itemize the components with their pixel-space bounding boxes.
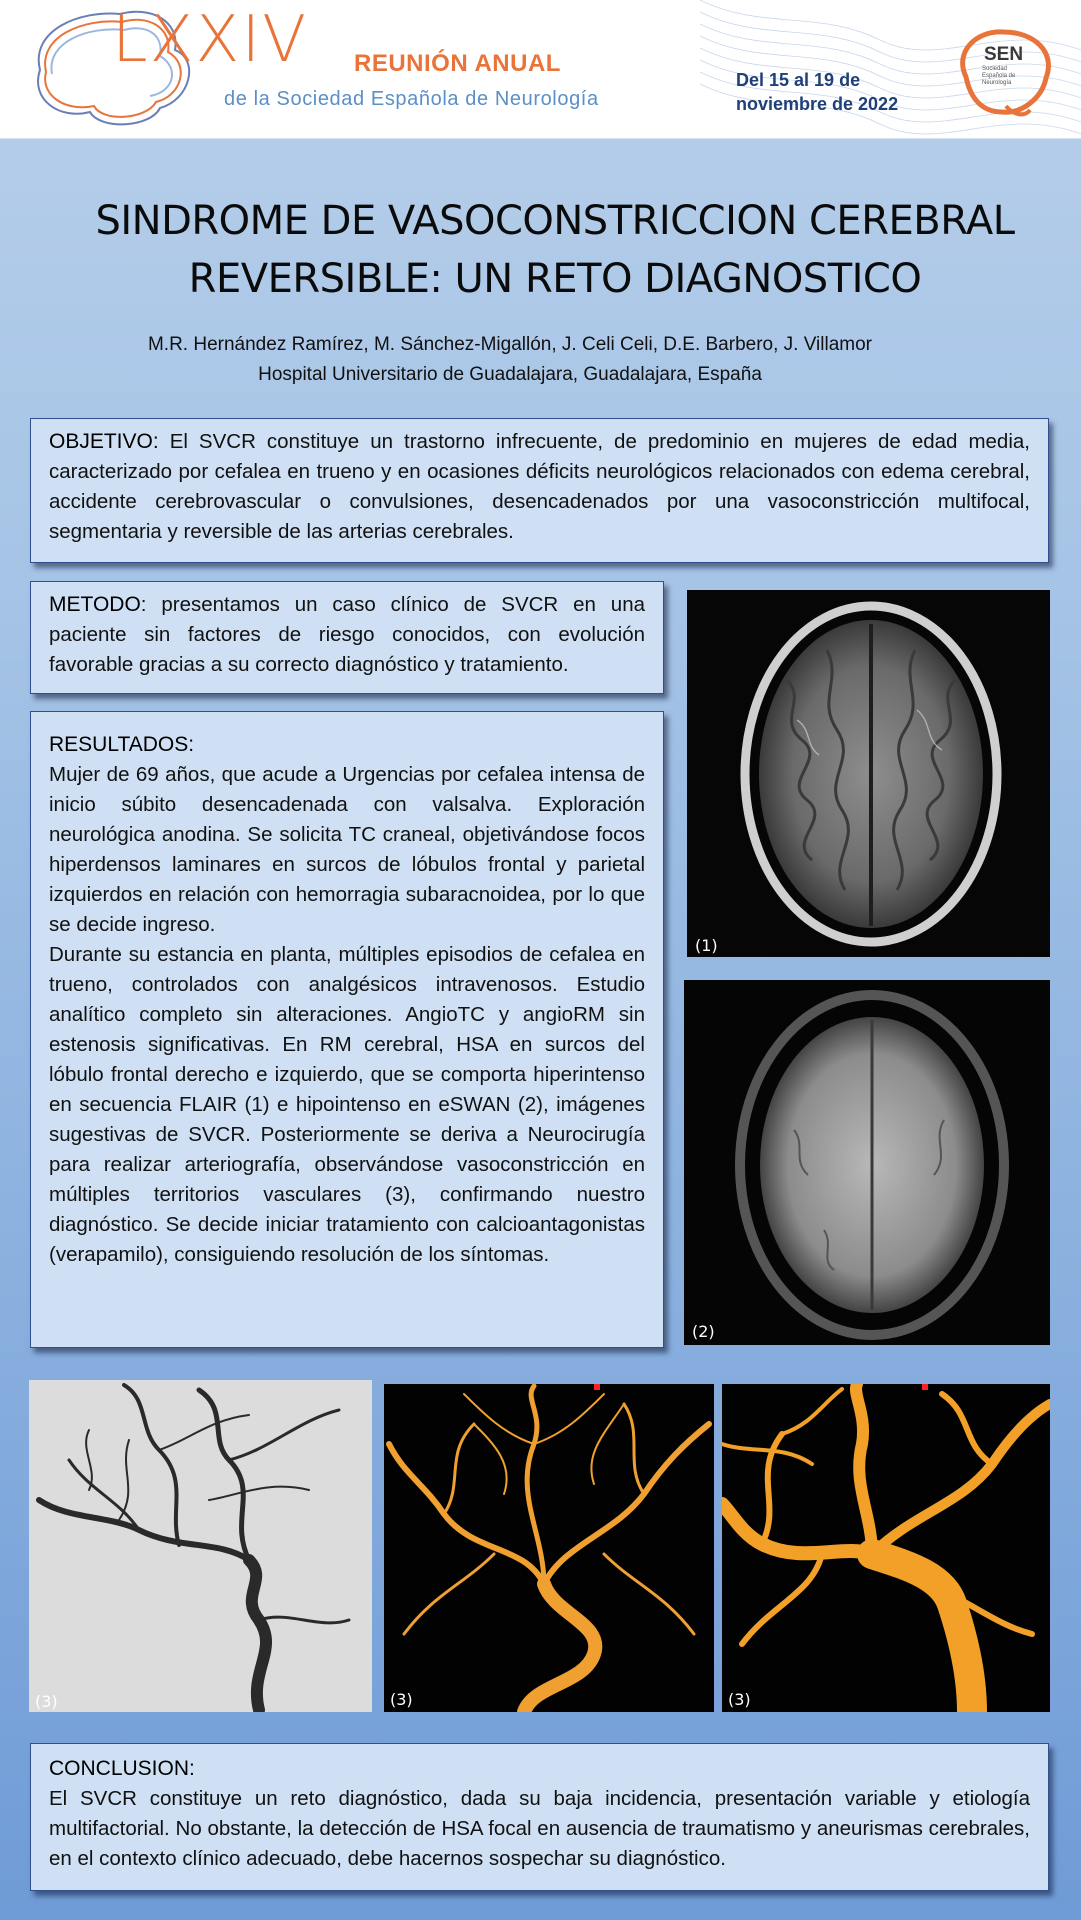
society-name: de la Sociedad Española de Neurología (224, 88, 599, 110)
image-2-label: (2) (692, 1322, 715, 1341)
header-banner (0, 0, 1081, 139)
angiography-3d-zoom-image (722, 1384, 1050, 1712)
conclusion-section (30, 1743, 1049, 1891)
image-1-label: (1) (695, 936, 718, 955)
angiography-dsa-image (29, 1380, 372, 1712)
image-4-label: (3) (390, 1690, 413, 1709)
resultados-section (30, 711, 664, 1348)
resultados-paragraph-2: Durante su estancia en planta, múltiples episodios de cefalea en trueno, controlados con analgésicos intravenosos. Estudio analítico completo sin alteraciones. AngioTC y angioRM sin estenosis significativas. En RM cerebral, HSA en surcos del lóbulo frontal derecho e izquierdo, que se comporta hiperintenso en secuencia FLAIR (1) e hipointenso en eSWAN (2), imágenes sugestivas de SVCR. Posteriormente se deriva a Neurocirugía para realizar arteriografía, observándose vasoconstricción en múltiples territorios vasculares (3), confirmando nuestro diagnóstico. Se decide iniciar tratamiento con calcioantagonistas (verapamilo), consiguiendo resolución de los síntomas. (49, 943, 645, 1266)
metodo-text: : presentamos un caso clínico de SVCR en una paciente sin factores de riesgo conocidos, con evolución favorable gracias a su correcto diagnóstico y tratamiento. (49, 593, 645, 676)
event-dates (736, 68, 898, 116)
mri-eswan-drawing (684, 980, 1050, 1345)
image-5-label: (3) (728, 1690, 751, 1709)
title-line-2: REVERSIBLE: UN RETO DIAGNOSTICO (188, 256, 922, 302)
poster-title (40, 192, 1070, 308)
image-3-label: (3) (35, 1692, 58, 1711)
conclusion-text: El SVCR constituye un reto diagnóstico, dada su baja incidencia, presentación variable y etiología multifactorial. No obstante, la detección de HSA focal en ausencia de traumatismo y aneurismas cerebrales, en el contexto clínico adecuado, debe hacernos sospechar su diagnóstico. (49, 1787, 1030, 1870)
author-names: M.R. Hernández Ramírez, M. Sánchez-Migallón, J. Celi Celi, D.E. Barbero, J. Villamor (147, 334, 872, 355)
authors-block (20, 330, 1000, 390)
objetivo-text: El SVCR constituye un trastorno infrecuente, de predominio en mujeres de edad media, caracterizado por cefalea en trueno y en ocasiones déficits neurológicos relacionados con edema cerebral, accidente cerebrovascular o convulsiones, desencadenados por una vasoconstricción multifocal, segmentaria y reversible de las arterias cerebrales. (49, 430, 1030, 543)
objetivo-section (30, 418, 1049, 563)
metodo-heading: METODO (49, 593, 141, 616)
mri-flair-drawing (687, 590, 1050, 957)
dates-line-2: noviembre de 2022 (736, 94, 899, 114)
angiography-3d-zoom-drawing (722, 1384, 1050, 1712)
objetivo-heading: OBJETIVO: (49, 430, 159, 453)
metodo-section (30, 581, 664, 694)
title-line-1: SINDROME DE VASOCONSTRICCION CEREBRAL (95, 198, 1015, 244)
dates-line-1: Del 15 al 19 de (736, 70, 861, 90)
angiography-3d-image (384, 1384, 714, 1712)
mri-eswan-image (684, 980, 1050, 1345)
conclusion-heading: CONCLUSION: (49, 1757, 195, 1780)
angiography-3d-drawing (384, 1384, 714, 1712)
event-name: REUNIÓN ANUAL (354, 50, 561, 77)
resultados-paragraph-1: Mujer de 69 años, que acude a Urgencias por cefalea intensa de inicio súbito desencadenada con valsalva. Exploración neurológica anodina. Se solicita TC craneal, objetivándose focos hiperdensos laminares en surcos de lóbulos frontal y parietal izquierdos en relación con hemorragia subaracnoidea, por lo que se decide ingreso. (49, 763, 645, 936)
sen-logo-text: SEN (984, 44, 1024, 65)
edition-number: LXXIV (112, 3, 308, 77)
angiography-dsa-drawing (29, 1380, 372, 1712)
author-affiliation: Hospital Universitario de Guadalajara, Guadalajara, España (258, 364, 762, 385)
sen-logo-subtext: Sociedad Española de Neurología (982, 66, 1016, 86)
mri-flair-image (687, 590, 1050, 957)
resultados-heading: RESULTADOS: (49, 733, 195, 756)
